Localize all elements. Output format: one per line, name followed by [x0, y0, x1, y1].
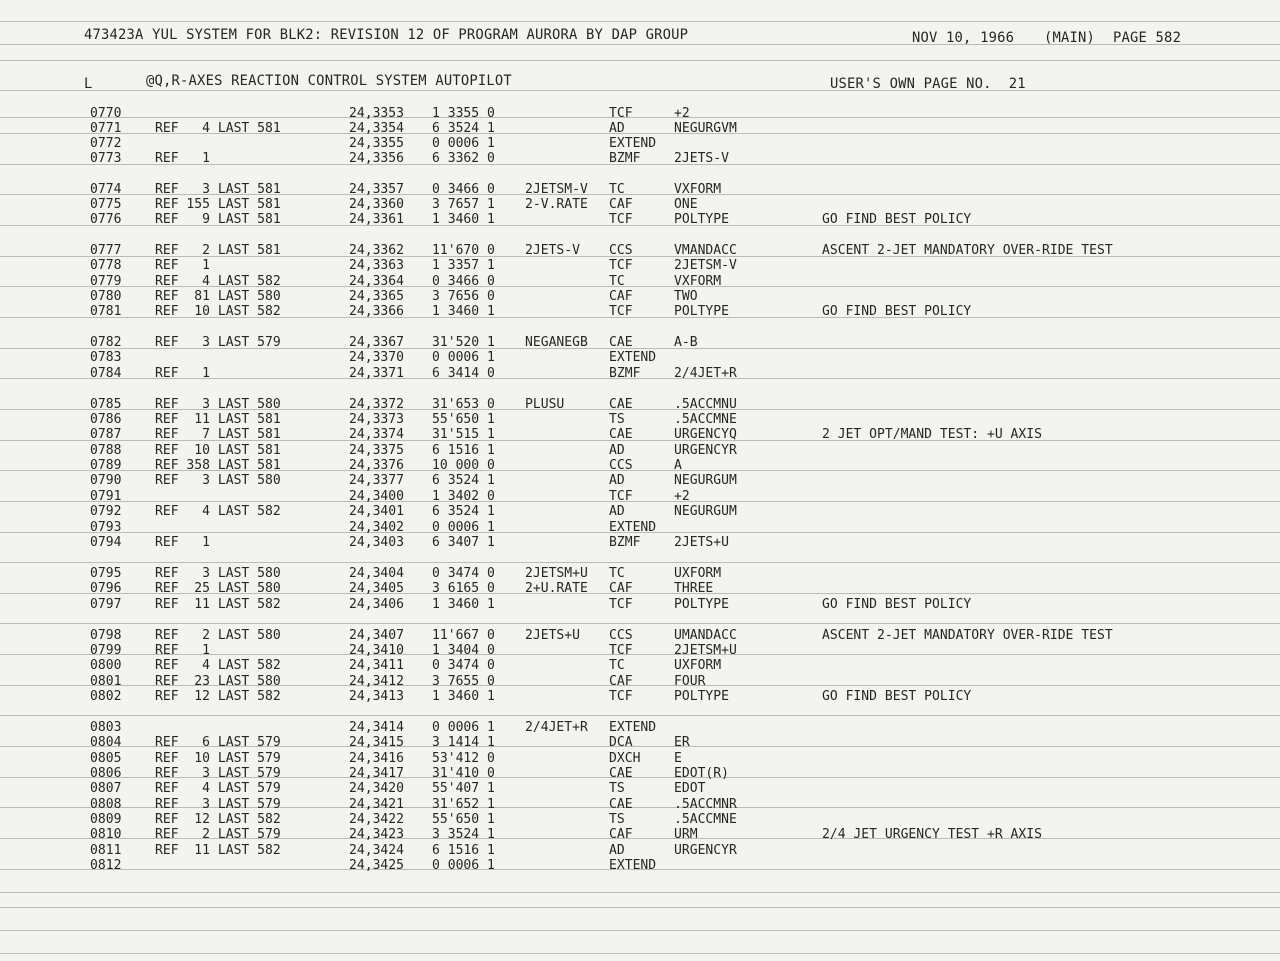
- line-number: 0800: [90, 657, 122, 673]
- octal-code: 3 7655 0: [432, 673, 495, 689]
- octal-code: 53'412 0: [432, 750, 495, 766]
- line-number: 0770: [90, 105, 122, 121]
- opcode: CCS: [609, 627, 633, 643]
- octal-code: 0 0006 1: [432, 719, 495, 735]
- opcode: CAF: [609, 673, 633, 689]
- reference: REF 3 LAST 579: [155, 765, 281, 781]
- reference: REF 2 LAST 580: [155, 627, 281, 643]
- octal-code: 6 3524 1: [432, 503, 495, 519]
- operand: +2: [674, 105, 690, 121]
- octal-code: 0 0006 1: [432, 519, 495, 535]
- location: 24,3400: [349, 488, 405, 504]
- line-number: 0792: [90, 503, 122, 519]
- line-number: 0808: [90, 796, 122, 812]
- comment: 2 JET OPT/MAND TEST: +U AXIS: [822, 426, 1042, 442]
- operand: EDOT(R): [674, 765, 730, 781]
- line-number: 0780: [90, 288, 122, 304]
- location: 24,3405: [349, 580, 405, 596]
- line-number: 0786: [90, 411, 122, 427]
- location: 24,3371: [349, 365, 405, 381]
- reference: REF 4 LAST 579: [155, 780, 281, 796]
- line-number: 0788: [90, 442, 122, 458]
- opcode: TC: [609, 181, 625, 197]
- line-number: 0784: [90, 365, 122, 381]
- opcode: CAE: [609, 396, 633, 412]
- opcode: TC: [609, 657, 625, 673]
- opcode: TCF: [609, 211, 633, 227]
- opcode: AD: [609, 472, 625, 488]
- line-number: 0789: [90, 457, 122, 473]
- operand: 2JETS+U: [674, 534, 730, 550]
- operand: 2JETSM-V: [674, 257, 737, 273]
- octal-code: 3 1414 1: [432, 734, 495, 750]
- comment: 2/4 JET URGENCY TEST +R AXIS: [822, 826, 1042, 842]
- opcode: TCF: [609, 303, 633, 319]
- opcode: EXTEND: [609, 719, 657, 735]
- operand: VXFORM: [674, 181, 722, 197]
- line-number: 0771: [90, 120, 122, 136]
- line-number: 0781: [90, 303, 122, 319]
- location: 24,3407: [349, 627, 405, 643]
- line-number: 0778: [90, 257, 122, 273]
- location: 24,3360: [349, 196, 405, 212]
- location: 24,3415: [349, 734, 405, 750]
- location: 24,3372: [349, 396, 405, 412]
- reference: REF 7 LAST 581: [155, 426, 281, 442]
- octal-code: 1 3460 1: [432, 596, 495, 612]
- symbol-label: 2+U.RATE: [525, 580, 588, 596]
- reference: REF 11 LAST 581: [155, 411, 281, 427]
- location: 24,3420: [349, 780, 405, 796]
- opcode: CAF: [609, 288, 633, 304]
- octal-code: 55'650 1: [432, 411, 495, 427]
- location: 24,3403: [349, 534, 405, 550]
- operand: A-B: [674, 334, 698, 350]
- comment: GO FIND BEST POLICY: [822, 596, 972, 612]
- operand: URM: [674, 826, 698, 842]
- location: 24,3412: [349, 673, 405, 689]
- octal-code: 0 0006 1: [432, 135, 495, 151]
- line-number: 0798: [90, 627, 122, 643]
- comment: GO FIND BEST POLICY: [822, 688, 972, 704]
- line-number: 0806: [90, 765, 122, 781]
- opcode: CAE: [609, 426, 633, 442]
- octal-code: 11'670 0: [432, 242, 495, 258]
- operand: TWO: [674, 288, 698, 304]
- octal-code: 6 3407 1: [432, 534, 495, 550]
- opcode: CCS: [609, 242, 633, 258]
- opcode: CAF: [609, 826, 633, 842]
- line-number: 0783: [90, 349, 122, 365]
- octal-code: 6 3362 0: [432, 150, 495, 166]
- opcode: TCF: [609, 688, 633, 704]
- location: 24,3363: [349, 257, 405, 273]
- opcode: TS: [609, 780, 625, 796]
- location: 24,3365: [349, 288, 405, 304]
- reference: REF 10 LAST 579: [155, 750, 281, 766]
- line-number: 0804: [90, 734, 122, 750]
- opcode: TCF: [609, 642, 633, 658]
- line-number: 0802: [90, 688, 122, 704]
- location: 24,3416: [349, 750, 405, 766]
- octal-code: 3 6165 0: [432, 580, 495, 596]
- reference: REF 1: [155, 642, 211, 658]
- reference: REF 3 LAST 580: [155, 472, 281, 488]
- reference: REF 11 LAST 582: [155, 596, 281, 612]
- octal-code: 31'410 0: [432, 765, 495, 781]
- operand: ER: [674, 734, 690, 750]
- location: 24,3413: [349, 688, 405, 704]
- operand: FOUR: [674, 673, 706, 689]
- octal-code: 1 3355 0: [432, 105, 495, 121]
- opcode: CAE: [609, 765, 633, 781]
- location: 24,3357: [349, 181, 405, 197]
- location: 24,3411: [349, 657, 405, 673]
- line-number: 0803: [90, 719, 122, 735]
- location: 24,3361: [349, 211, 405, 227]
- line-number: 0811: [90, 842, 122, 858]
- log-marker: L: [84, 76, 93, 92]
- opcode: EXTEND: [609, 135, 657, 151]
- octal-code: 1 3460 1: [432, 211, 495, 227]
- line-number: 0785: [90, 396, 122, 412]
- operand: +2: [674, 488, 690, 504]
- reference: REF 10 LAST 582: [155, 303, 281, 319]
- location: 24,3417: [349, 765, 405, 781]
- octal-code: 0 3474 0: [432, 565, 495, 581]
- location: 24,3364: [349, 273, 405, 289]
- line-number: 0793: [90, 519, 122, 535]
- job-header: 473423A YUL SYSTEM FOR BLK2: REVISION 12 OF PROGRAM AURORA BY DAP GROUP: [84, 27, 689, 43]
- comment: GO FIND BEST POLICY: [822, 303, 972, 319]
- octal-code: 31'520 1: [432, 334, 495, 350]
- line-number: 0809: [90, 811, 122, 827]
- line-number: 0791: [90, 488, 122, 504]
- location: 24,3414: [349, 719, 405, 735]
- operand: UXFORM: [674, 565, 722, 581]
- location: 24,3370: [349, 349, 405, 365]
- opcode: EXTEND: [609, 349, 657, 365]
- location: 24,3402: [349, 519, 405, 535]
- opcode: EXTEND: [609, 519, 657, 535]
- location: 24,3406: [349, 596, 405, 612]
- octal-code: 0 3474 0: [432, 657, 495, 673]
- octal-code: 31'652 1: [432, 796, 495, 812]
- opcode: DCA: [609, 734, 633, 750]
- line-number: 0775: [90, 196, 122, 212]
- line-number: 0772: [90, 135, 122, 151]
- opcode: BZMF: [609, 150, 641, 166]
- location: 24,3424: [349, 842, 405, 858]
- symbol-label: 2JETS+U: [525, 627, 581, 643]
- octal-code: 55'650 1: [432, 811, 495, 827]
- reference: REF 1: [155, 257, 211, 273]
- location: 24,3422: [349, 811, 405, 827]
- octal-code: 1 3402 0: [432, 488, 495, 504]
- line-number: 0805: [90, 750, 122, 766]
- operand: POLTYPE: [674, 303, 730, 319]
- operand: URGENCYR: [674, 442, 737, 458]
- location: 24,3367: [349, 334, 405, 350]
- octal-code: 11'667 0: [432, 627, 495, 643]
- reference: REF 10 LAST 581: [155, 442, 281, 458]
- location: 24,3354: [349, 120, 405, 136]
- line-number: 0795: [90, 565, 122, 581]
- opcode: TC: [609, 273, 625, 289]
- symbol-label: PLUSU: [525, 396, 565, 412]
- line-number: 0774: [90, 181, 122, 197]
- opcode: EXTEND: [609, 857, 657, 873]
- line-number: 0801: [90, 673, 122, 689]
- location: 24,3425: [349, 857, 405, 873]
- octal-code: 6 1516 1: [432, 442, 495, 458]
- reference: REF 81 LAST 580: [155, 288, 281, 304]
- operand: E: [674, 750, 682, 766]
- line-number: 0812: [90, 857, 122, 873]
- operand: ONE: [674, 196, 698, 212]
- opcode: CAF: [609, 196, 633, 212]
- octal-code: 3 7656 0: [432, 288, 495, 304]
- comment: ASCENT 2-JET MANDATORY OVER-RIDE TEST: [822, 627, 1113, 643]
- location: 24,3410: [349, 642, 405, 658]
- opcode: TCF: [609, 105, 633, 121]
- operand: .5ACCMNE: [674, 811, 737, 827]
- location: 24,3401: [349, 503, 405, 519]
- location: 24,3355: [349, 135, 405, 151]
- octal-code: 1 3460 1: [432, 303, 495, 319]
- reference: REF 3 LAST 580: [155, 396, 281, 412]
- octal-code: 0 0006 1: [432, 349, 495, 365]
- line-number: 0796: [90, 580, 122, 596]
- octal-code: 0 3466 0: [432, 273, 495, 289]
- line-number: 0810: [90, 826, 122, 842]
- reference: REF 358 LAST 581: [155, 457, 281, 473]
- opcode: AD: [609, 842, 625, 858]
- opcode: BZMF: [609, 534, 641, 550]
- reference: REF 3 LAST 581: [155, 181, 281, 197]
- line-number: 0799: [90, 642, 122, 658]
- reference: REF 3 LAST 580: [155, 565, 281, 581]
- octal-code: 6 3414 0: [432, 365, 495, 381]
- location: 24,3376: [349, 457, 405, 473]
- opcode: DXCH: [609, 750, 641, 766]
- opcode: TC: [609, 565, 625, 581]
- octal-code: 1 3357 1: [432, 257, 495, 273]
- location: 24,3373: [349, 411, 405, 427]
- line-number: 0790: [90, 472, 122, 488]
- opcode: CAF: [609, 580, 633, 596]
- octal-code: 3 7657 1: [432, 196, 495, 212]
- symbol-label: NEGANEGB: [525, 334, 588, 350]
- symbol-label: 2JETS-V: [525, 242, 581, 258]
- reference: REF 12 LAST 582: [155, 688, 281, 704]
- opcode: CAE: [609, 796, 633, 812]
- reference: REF 2 LAST 579: [155, 826, 281, 842]
- opcode: TS: [609, 811, 625, 827]
- user-page-number: USER'S OWN PAGE NO. 21: [830, 76, 1026, 92]
- octal-code: 0 3466 0: [432, 181, 495, 197]
- octal-code: 0 0006 1: [432, 857, 495, 873]
- operand: URGENCYQ: [674, 426, 737, 442]
- operand: 2JETSM+U: [674, 642, 737, 658]
- symbol-label: 2-V.RATE: [525, 196, 588, 212]
- reference: REF 12 LAST 582: [155, 811, 281, 827]
- location: 24,3404: [349, 565, 405, 581]
- location: 24,3353: [349, 105, 405, 121]
- reference: REF 4 LAST 582: [155, 657, 281, 673]
- opcode: AD: [609, 120, 625, 136]
- reference: REF 2 LAST 581: [155, 242, 281, 258]
- listing-date: NOV 10, 1966: [912, 30, 1015, 46]
- opcode: TS: [609, 411, 625, 427]
- operand: .5ACCMNE: [674, 411, 737, 427]
- line-number: 0776: [90, 211, 122, 227]
- comment: GO FIND BEST POLICY: [822, 211, 972, 227]
- line-number: 0807: [90, 780, 122, 796]
- location: 24,3423: [349, 826, 405, 842]
- octal-code: 6 1516 1: [432, 842, 495, 858]
- operand: URGENCYR: [674, 842, 737, 858]
- operand: NEGURGUM: [674, 503, 737, 519]
- reference: REF 3 LAST 579: [155, 334, 281, 350]
- octal-code: 3 3524 1: [432, 826, 495, 842]
- reference: REF 4 LAST 582: [155, 503, 281, 519]
- location: 24,3374: [349, 426, 405, 442]
- operand: A: [674, 457, 682, 473]
- reference: REF 3 LAST 579: [155, 796, 281, 812]
- opcode: BZMF: [609, 365, 641, 381]
- listing-section: (MAIN): [1044, 30, 1096, 46]
- operand: NEGURGVM: [674, 120, 737, 136]
- line-number: 0794: [90, 534, 122, 550]
- page-number: PAGE 582: [1113, 30, 1182, 46]
- line-number: 0797: [90, 596, 122, 612]
- location: 24,3366: [349, 303, 405, 319]
- operand: UXFORM: [674, 657, 722, 673]
- operand: THREE: [674, 580, 714, 596]
- octal-code: 55'407 1: [432, 780, 495, 796]
- reference: REF 6 LAST 579: [155, 734, 281, 750]
- operand: VXFORM: [674, 273, 722, 289]
- reference: REF 25 LAST 580: [155, 580, 281, 596]
- operand: 2JETS-V: [674, 150, 730, 166]
- location: 24,3375: [349, 442, 405, 458]
- operand: UMANDACC: [674, 627, 737, 643]
- opcode: CCS: [609, 457, 633, 473]
- octal-code: 6 3524 1: [432, 472, 495, 488]
- comment: ASCENT 2-JET MANDATORY OVER-RIDE TEST: [822, 242, 1113, 258]
- location: 24,3356: [349, 150, 405, 166]
- operand: .5ACCMNU: [674, 396, 737, 412]
- operand: VMANDACC: [674, 242, 737, 258]
- reference: REF 4 LAST 581: [155, 120, 281, 136]
- symbol-label: 2/4JET+R: [525, 719, 588, 735]
- reference: REF 155 LAST 581: [155, 196, 281, 212]
- octal-code: 31'653 0: [432, 396, 495, 412]
- reference: REF 9 LAST 581: [155, 211, 281, 227]
- operand: POLTYPE: [674, 688, 730, 704]
- log-section-title: @Q,R-AXES REACTION CONTROL SYSTEM AUTOPILOT: [146, 73, 512, 89]
- location: 24,3421: [349, 796, 405, 812]
- line-number: 0782: [90, 334, 122, 350]
- line-number: 0787: [90, 426, 122, 442]
- operand: .5ACCMNR: [674, 796, 737, 812]
- octal-code: 1 3404 0: [432, 642, 495, 658]
- opcode: TCF: [609, 596, 633, 612]
- reference: REF 1: [155, 365, 211, 381]
- operand: 2/4JET+R: [674, 365, 737, 381]
- operand: NEGURGUM: [674, 472, 737, 488]
- operand: EDOT: [674, 780, 706, 796]
- octal-code: 6 3524 1: [432, 120, 495, 136]
- opcode: TCF: [609, 488, 633, 504]
- operand: POLTYPE: [674, 596, 730, 612]
- octal-code: 31'515 1: [432, 426, 495, 442]
- opcode: AD: [609, 442, 625, 458]
- location: 24,3362: [349, 242, 405, 258]
- line-number: 0777: [90, 242, 122, 258]
- opcode: AD: [609, 503, 625, 519]
- line-number: 0773: [90, 150, 122, 166]
- opcode: CAE: [609, 334, 633, 350]
- symbol-label: 2JETSM-V: [525, 181, 588, 197]
- reference: REF 4 LAST 582: [155, 273, 281, 289]
- reference: REF 11 LAST 582: [155, 842, 281, 858]
- reference: REF 23 LAST 580: [155, 673, 281, 689]
- opcode: TCF: [609, 257, 633, 273]
- location: 24,3377: [349, 472, 405, 488]
- octal-code: 1 3460 1: [432, 688, 495, 704]
- operand: POLTYPE: [674, 211, 730, 227]
- reference: REF 1: [155, 534, 211, 550]
- reference: REF 1: [155, 150, 211, 166]
- line-number: 0779: [90, 273, 122, 289]
- symbol-label: 2JETSM+U: [525, 565, 588, 581]
- octal-code: 10 000 0: [432, 457, 495, 473]
